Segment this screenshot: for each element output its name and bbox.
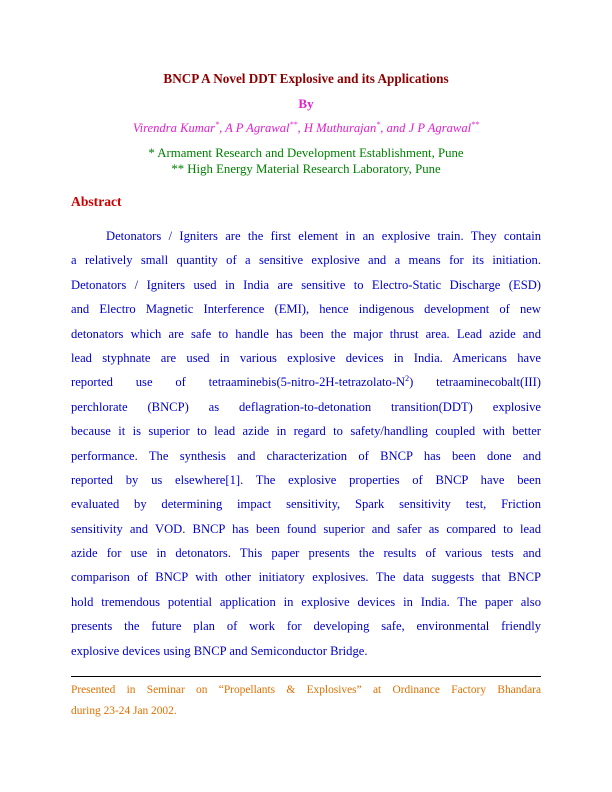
author-name: Virendra Kumar (132, 121, 216, 135)
abstract-line: explosive devices using BNCP and Semiconductor Bridge. (71, 643, 368, 658)
abstract-line: presents the future plan of work for developing safe, environmental friendly (71, 619, 541, 634)
footnote-line: during 23-24 Jan 2002. (71, 705, 177, 717)
abstract-line: performance. The synthesis and characterization of BNCP has been done and (71, 448, 541, 463)
abstract-line: sensitivity and VOD. BNCP has been found superior and safer as compared to lead (71, 521, 541, 536)
abstract-line-head: reported use of tetraaminebis(5-nitro-2H-tetrazolato-N (71, 375, 406, 390)
abstract-line: comparison of BNCP with other initiatory explosives. The data suggests that BNCP (71, 570, 541, 585)
abstract-line: evaluated by determining impact sensitivity, Spark sensitivity test, Friction (71, 497, 541, 512)
abstract-line: a relatively small quantity of a sensitive explosive and a means for its initiation. (71, 253, 541, 268)
footnote-divider (71, 676, 541, 677)
abstract-line: and Electro Magnetic Interference (EMI), hence indigenous development of new (71, 302, 541, 317)
abstract-line: Detonators / Igniters used in India are sensitive to Electro-Static Discharge (ESD) (71, 277, 541, 292)
abstract-line-tail: ) tetraaminecobalt(III) (409, 375, 541, 390)
author-name: J P Agrawal (408, 121, 472, 135)
author-separator: , and (380, 121, 409, 135)
abstract-line: Detonators / Igniters are the first element in an explosive train. They contain (106, 229, 541, 243)
abstract-line: because it is superior to lead azide in regard to safety/handling coupled with better (71, 424, 541, 439)
author-separator: , (219, 121, 226, 135)
abstract-line: perchlorate (BNCP) as deflagration-to-detonation transition(DDT) explosive (71, 399, 541, 414)
seminar-footnote (71, 680, 541, 722)
author-name: H Muthurajan (303, 121, 377, 135)
footnote-line: Presented in Seminar on “Propellants & Explosives” at Ordinance Factory Bhandara (71, 684, 541, 696)
paper-title: BNCP A Novel DDT Explosive and its Applications (163, 71, 449, 86)
author-mark: ** (289, 120, 298, 129)
author-mark: * (215, 120, 220, 129)
author-name: A P Agrawal (225, 121, 290, 135)
author-mark: ** (471, 120, 480, 129)
abstract-line-with-superscript (71, 370, 541, 394)
abstract-line: lead styphnate are used in various explosive devices in India. Americans have (71, 350, 541, 365)
author-separator: , (297, 121, 304, 135)
abstract-line: detonators which are safe to handle has been the major thrust area. Lead azide and (71, 326, 541, 341)
abstract-line: reported by us elsewhere[1]. The explosive properties of BNCP have been (71, 472, 541, 487)
author-list (0, 120, 612, 136)
author-mark: * (376, 120, 381, 129)
abstract-heading: Abstract (71, 194, 122, 209)
abstract-body (71, 224, 541, 663)
by-label: By (298, 96, 314, 111)
abstract-line: hold tremendous potential application in explosive devices in India. The paper also (71, 594, 541, 609)
abstract-line: azide for use in detonators. This paper presents the results of various tests and (71, 546, 541, 561)
affiliation-hemrl: ** High Energy Material Research Laboratory, Pune (171, 162, 441, 176)
affiliation-ardee: * Armament Research and Development Establishment, Pune (148, 146, 464, 160)
superscript-2: 2 (405, 374, 410, 384)
